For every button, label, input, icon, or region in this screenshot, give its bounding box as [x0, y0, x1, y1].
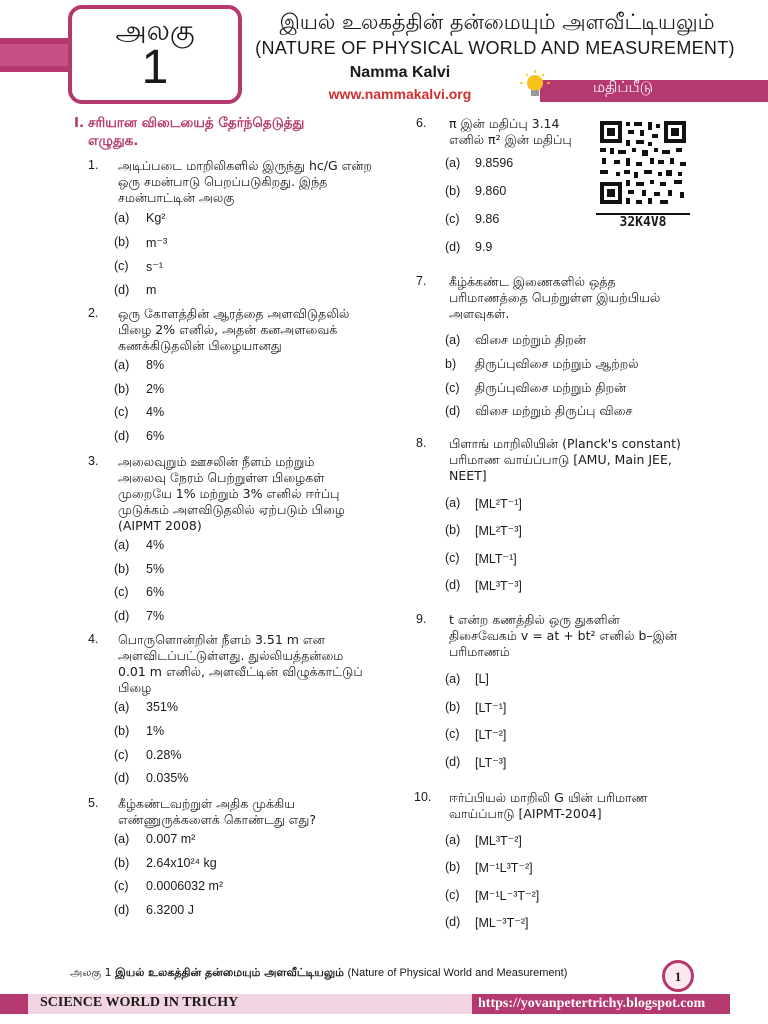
option-text: விசை மற்றும் திறன் — [475, 332, 586, 347]
question-text-line: NEET] — [449, 468, 487, 483]
option-text: [LT⁻²] — [475, 728, 507, 742]
footer-running-title — [70, 966, 660, 981]
option-label: (d) — [114, 429, 130, 443]
option-text: திருப்புவிசை மற்றும் ஆற்றல் — [475, 356, 639, 371]
question-number: 4. — [88, 632, 99, 646]
option-text: [ML²T⁻¹] — [475, 497, 522, 511]
question-text-line: ஈர்ப்பியல் மாறிலி G யின் பரிமாண — [449, 790, 648, 805]
page-number: 1 — [662, 960, 694, 992]
option-text: [ML⁻³T⁻²] — [475, 916, 529, 930]
option-text: 0.28% — [146, 748, 182, 762]
option-label: (c) — [445, 551, 460, 565]
question-text-line: பரிமாணத்தை பெற்றுள்ள இயற்பியல் — [449, 290, 661, 305]
option-text: 7% — [146, 609, 165, 623]
option-text: [ML³T⁻²] — [475, 834, 522, 848]
option-text: [ML²T⁻³] — [475, 524, 522, 538]
footer-left-accent — [0, 994, 28, 1014]
option-text: 9.86 — [475, 212, 500, 226]
option-text: 4% — [146, 405, 165, 419]
option-text: 6.3200 J — [146, 903, 194, 917]
option-label: (d) — [445, 240, 461, 254]
option-label: (c) — [445, 727, 460, 741]
option-text: m — [146, 283, 157, 297]
option-text: [ML³T⁻³] — [475, 579, 522, 593]
question-text-line: π இன் மதிப்பு 3.14 — [449, 116, 560, 131]
option-text: s⁻¹ — [146, 260, 164, 274]
question-text-line: திசைவேகம் v = at + bt² எனில் b–இன் — [449, 628, 677, 643]
option-label: (d) — [445, 404, 461, 418]
question-number: 7. — [416, 274, 427, 288]
option-text: [M⁻¹L³T⁻²] — [475, 861, 533, 875]
footer-title-english: (Nature of Physical World and Measurement) — [347, 967, 568, 979]
footer-blog-link[interactable]: https://yovanpetertrichy.blogspot.com — [472, 994, 730, 1014]
option-label: b) — [445, 357, 457, 371]
qr-code-icon — [596, 118, 690, 208]
option-label: (a) — [114, 832, 130, 846]
section-tag-bar — [540, 80, 768, 102]
question-text-line: முறையே 1% மற்றும் 3% எனில் ஈர்ப்பு — [118, 486, 340, 501]
option-text: 9.9 — [475, 240, 493, 254]
option-label: (a) — [445, 833, 461, 847]
question-number: 6. — [416, 116, 427, 130]
chapter-title-tamil: இயல் உலகத்தின் தன்மையும் அளவீட்டியலும் — [279, 10, 715, 34]
question-text-line: பிழை — [118, 680, 152, 695]
footer-chapter-word: அலகு — [70, 966, 102, 979]
option-label: (a) — [445, 496, 461, 510]
option-text: 0.035% — [146, 771, 189, 785]
option-label: (d) — [114, 771, 130, 785]
option-label: (b) — [114, 856, 130, 870]
option-text: [M⁻¹L⁻³T⁻²] — [475, 889, 540, 903]
question-text-line: t என்ற கணத்தில் ஒரு துகளின் — [449, 612, 620, 627]
question-number: 1. — [88, 158, 99, 172]
section-number: I. — [74, 115, 85, 131]
option-label: (a) — [114, 358, 130, 372]
site-url-link[interactable]: www.nammakalvi.org — [328, 86, 472, 102]
footer-right-band — [436, 994, 472, 1014]
option-text: 0.0006032 m² — [146, 879, 224, 893]
question-text-line: அளவுகள். — [449, 306, 510, 321]
option-label: (b) — [445, 523, 461, 537]
question-text-line: பரிமாணம் — [449, 644, 510, 659]
option-text: [LT⁻³] — [475, 756, 507, 770]
footer-title-tamil: இயல் உலகத்தின் தன்மையும் அளவீட்டியலும் — [115, 966, 344, 979]
option-label: (b) — [114, 382, 130, 396]
option-label: (a) — [445, 156, 461, 170]
footer-chapter-number: 1 — [104, 966, 112, 979]
option-label: (a) — [114, 700, 130, 714]
question-number: 8. — [416, 436, 427, 450]
chapter-number: 1 — [141, 41, 169, 94]
option-text: [LT⁻¹] — [475, 701, 507, 715]
chapter-title-english: (NATURE OF PHYSICAL WORLD AND MEASUREMENT) — [255, 38, 735, 58]
question-text-line: எனில் π² இன் மதிப்பு — [449, 132, 572, 147]
option-text: 8% — [146, 358, 165, 372]
option-text: விசை மற்றும் திருப்பு விசை — [475, 403, 633, 418]
option-text: [MLT⁻¹] — [475, 552, 517, 566]
question-text-line: கீழ்க்கண்ட இணைகளில் ஒத்த — [449, 274, 616, 289]
option-text: 9.8596 — [475, 156, 514, 170]
footer-left-label: SCIENCE WORLD IN TRICHY — [40, 995, 239, 1010]
question-text-line: கீழ்கண்டவற்றுள் அதிக முக்கிய — [118, 796, 296, 811]
question-number: 5. — [88, 796, 99, 810]
option-label: (d) — [445, 755, 461, 769]
question-text-line: அலைவு நேரம் பெற்றுள்ள பிழைகள் — [118, 470, 325, 485]
qr-code-label: 32K4V8 — [596, 213, 690, 231]
question-number: 3. — [88, 454, 99, 468]
question-text-line: அலைவுறும் ஊசலின் நீளம் மற்றும் — [118, 454, 315, 469]
site-name: Namma Kalvi — [349, 64, 451, 81]
option-text: 2% — [146, 382, 165, 396]
option-label: (c) — [114, 585, 129, 599]
question-text-line: சமன்பாட்டின் அலகு — [118, 190, 235, 205]
option-text: 6% — [146, 429, 165, 443]
section-tag-label: மதிப்பீடு — [593, 78, 654, 96]
option-text: 4% — [146, 538, 165, 552]
option-label: (c) — [114, 259, 129, 273]
option-label: (a) — [114, 211, 130, 225]
option-label: (d) — [445, 915, 461, 929]
question-text-line: பிழை 2% எனில், அதன் கனஅளவைக் — [118, 322, 338, 337]
option-label: (d) — [114, 609, 130, 623]
option-text: திருப்புவிசை மற்றும் திறன் — [475, 380, 627, 395]
option-text: 6% — [146, 585, 165, 599]
option-label: (b) — [445, 860, 461, 874]
question-text-line: எண்ணுருக்களைக் கொண்டது எது? — [118, 812, 317, 827]
question-text-line: அடிப்படை மாறிலிகளில் இருந்து hc/G என்ற — [118, 158, 373, 173]
option-text: 1% — [146, 724, 165, 738]
option-label: (b) — [445, 184, 461, 198]
question-text-line: கணக்கிடுதலின் பிழையானது — [118, 338, 282, 353]
question-text-line: ஒரு கோளத்தின் ஆரத்தை அளவிடுதலில் — [118, 306, 350, 321]
section-heading-line1: சரியான விடையைத் தேர்ந்தெடுத்து — [88, 115, 305, 131]
option-text: Kg² — [146, 211, 166, 225]
question-text-line: முடுக்கம் அளவிடுதலில் ஏற்படும் பிழை — [118, 502, 345, 517]
option-text: 5% — [146, 562, 165, 576]
option-label: (d) — [114, 903, 130, 917]
option-label: (b) — [114, 235, 130, 249]
question-text-line: வாய்ப்பாடு [AIPMT-2004] — [449, 806, 602, 821]
option-label: (c) — [114, 879, 129, 893]
option-text: 351% — [146, 700, 178, 714]
question-text-line: ஒரு சமன்பாடு பெறப்படுகிறது. இந்த — [118, 174, 328, 189]
question-text-line: 0.01 m எனில், அளவீட்டின் விழுக்காட்டுப் — [118, 664, 363, 679]
option-text: 2.64x10²⁴ kg — [146, 856, 217, 870]
qr-code[interactable] — [596, 118, 690, 230]
question-text-line: அளவிடப்பட்டுள்ளது. துல்லியத்தன்மை — [118, 648, 344, 663]
option-label: (b) — [114, 724, 130, 738]
question-text-line: பரிமாண வாய்ப்பாடு [AMU, Main JEE, — [449, 452, 672, 467]
option-label: (c) — [445, 212, 460, 226]
question-text-line: பொருளொன்றின் நீளம் 3.51 m என — [118, 632, 325, 647]
lightbulb-icon — [520, 70, 550, 100]
question-number: 10. — [414, 790, 432, 804]
option-label: (b) — [445, 700, 461, 714]
chapter-word: அலகு — [115, 14, 195, 47]
option-label: (d) — [445, 578, 461, 592]
option-text: [L] — [475, 672, 489, 686]
question-number: 2. — [88, 306, 99, 320]
option-label: (c) — [114, 748, 129, 762]
option-label: (c) — [445, 888, 460, 902]
option-label: (d) — [114, 283, 130, 297]
option-label: (a) — [114, 538, 130, 552]
question-text-line: (AIPMT 2008) — [118, 518, 202, 533]
option-label: (a) — [445, 333, 461, 347]
section-heading-line2: எழுதுக. — [88, 133, 139, 149]
option-text: 0.007 m² — [146, 832, 196, 846]
option-label: (c) — [445, 381, 460, 395]
option-text: 9.860 — [475, 184, 507, 198]
question-number: 9. — [416, 612, 427, 626]
option-label: (b) — [114, 562, 130, 576]
option-text: m⁻³ — [146, 236, 168, 250]
question-text-line: பிளாங் மாறிலியின் (Planck's constant) — [449, 436, 681, 451]
option-label: (c) — [114, 405, 129, 419]
option-label: (a) — [445, 672, 461, 686]
